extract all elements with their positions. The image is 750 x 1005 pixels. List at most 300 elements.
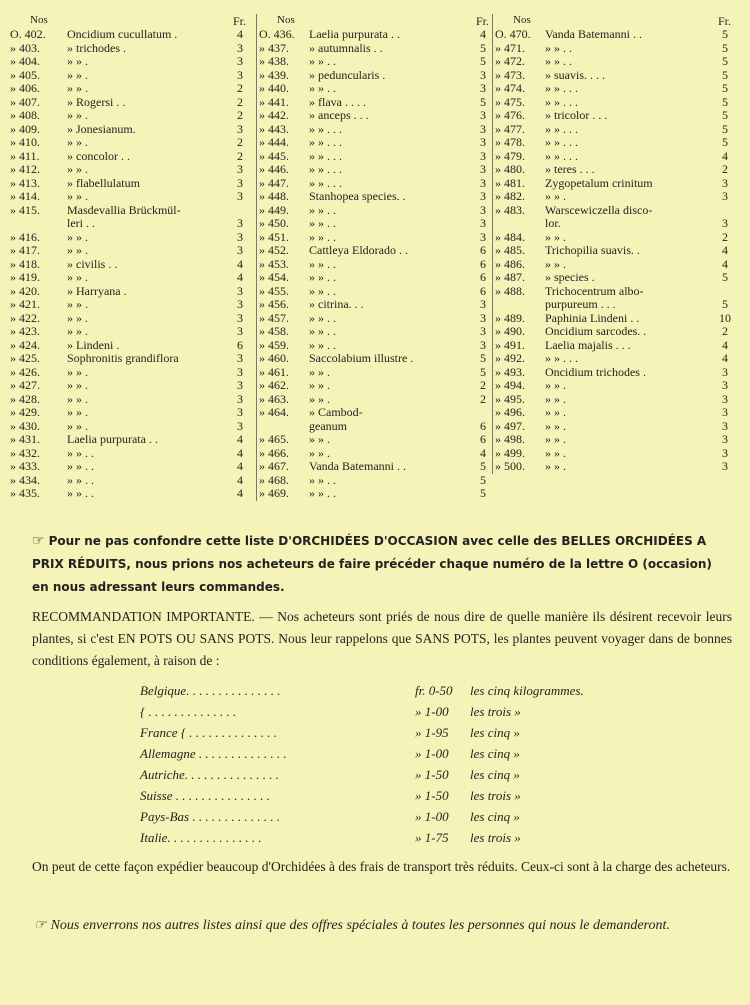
list-item [10,42,248,56]
item-number: » 473. [495,67,525,82]
item-number: » 447. [259,175,289,190]
item-price: 3 [237,216,243,230]
item-price: 5 [722,54,728,68]
footer-note [34,914,734,938]
item-price: 3 [237,351,243,365]
fr-header: Fr. [232,14,246,28]
list-item [257,487,491,501]
rate-country: France { . . . . . . . . . . . . . . [140,725,277,740]
item-price: 3 [722,216,728,230]
list-item [493,96,733,110]
list-item [257,339,491,353]
item-number: » 426. [10,364,40,379]
item-number: » 450. [259,216,289,230]
item-price: 6 [480,243,486,257]
item-number: » 497. [495,418,525,433]
item-number: » 419. [10,270,40,284]
item-name: » » . [309,379,330,392]
item-number: » 495. [495,391,525,406]
item-name: » trichodes . [67,41,126,55]
rate-price: fr. 0-50 [415,683,453,698]
item-name: » » . . [309,55,336,68]
item-name: » » . . [67,460,94,473]
list-item [10,339,248,353]
item-price: 6 [480,432,486,446]
list-item [493,406,733,420]
item-name: » » . [545,392,566,406]
item-price: 3 [722,189,728,203]
rows [493,28,733,474]
list-item [493,366,733,380]
item-price: 3 [237,40,243,55]
item-number: » 432. [10,445,40,460]
item-name: » » . . [67,487,94,500]
item-name: » peduncularis . [309,68,386,82]
item-price: 3 [237,418,243,433]
item-name: » » . . . [309,122,342,136]
list-item [493,352,733,366]
column-header [257,14,491,28]
item-name: » » . [67,392,88,406]
item-name: » » . [67,230,88,244]
item-number: » 460. [259,351,289,365]
list-item [257,271,491,285]
item-name: Paphinia Lindeni . . [545,311,640,325]
item-number: » 453. [259,256,289,271]
shipping-rates-table [140,680,640,848]
item-price: 4 [237,459,243,473]
item-number: » 481. [495,175,525,190]
item-number: » 486. [495,256,525,271]
list-item [257,244,491,258]
item-price: 3 [480,175,486,190]
item-name: » » . . [545,41,572,55]
list-item [493,123,733,137]
item-name: lor. [545,217,561,230]
list-item [257,406,491,420]
item-name: » » . [545,190,566,203]
list-item [493,433,733,447]
item-price: 3 [722,405,728,419]
rate-price: » 1-95 [415,725,449,740]
nos-header: Nos [513,14,531,26]
item-price: 3 [722,175,728,190]
list-item [493,393,733,407]
item-name: » » . . [309,473,336,487]
item-number: » 492. [495,351,525,365]
item-price: 5 [722,40,728,55]
item-name: » » . . . [545,136,578,149]
item-price: 6 [480,270,486,284]
item-name: » » . . [309,338,336,352]
list-item [493,271,733,285]
item-number: O. 436. [259,27,295,41]
rate-unit: les cinq » [470,725,520,740]
item-price: 2 [722,324,728,338]
item-price: 2 [237,108,243,122]
item-price: 3 [237,54,243,68]
list-item [493,163,733,177]
item-number: » 414. [10,189,40,203]
item-number: » 437. [259,40,289,55]
list-item [257,258,491,272]
item-name: » » . . [67,473,94,487]
item-number: » 488. [495,283,525,298]
item-price: 2 [480,391,486,406]
item-price: 3 [722,378,728,392]
list-item [493,177,733,191]
rate-row [140,785,640,806]
item-price: 3 [237,283,243,298]
list-item [493,69,733,83]
list-item [10,271,248,285]
pointing-hand-icon: ☞ [32,533,45,549]
item-name: Oncidium trichodes . [545,365,646,379]
item-name: » » . [67,298,88,311]
item-name: » » . [67,190,88,203]
rate-unit: les cinq kilogrammes. [470,683,584,698]
item-number: » 480. [495,162,525,176]
item-price: 4 [237,432,243,446]
rate-country: Italie. . . . . . . . . . . . . . . [140,830,262,845]
rate-country: Suisse . . . . . . . . . . . . . . . [140,788,270,803]
item-name: Trichocentrum albo- [545,284,644,298]
rate-unit: les trois » [470,704,521,719]
list-item [257,28,491,42]
item-price: 3 [722,432,728,446]
item-price: 3 [237,162,243,176]
item-name: » » . [309,365,330,379]
list-item [493,339,733,353]
item-price: 3 [480,81,486,95]
item-name: » » . . [309,257,336,271]
item-number: » 424. [10,337,40,352]
list-item [257,55,491,69]
item-name: » tricolor . . . [545,109,608,122]
item-name: » » . [545,406,566,419]
item-number: » 494. [495,378,525,392]
item-price: 2 [237,148,243,163]
item-price: 3 [237,324,243,338]
item-number: » 483. [495,202,525,217]
item-number: » 459. [259,337,289,352]
item-number: » 406. [10,81,40,95]
item-number: » 469. [259,486,289,500]
rate-unit: les trois » [470,788,521,803]
rate-unit: les cinq » [470,746,520,761]
list-item [257,136,491,150]
list-item [257,312,491,326]
item-price: 5 [480,472,486,487]
list-item [10,163,248,177]
item-name: Laelia purpurata . . [309,28,400,41]
item-number: O. 402. [10,27,46,41]
item-name: » » . . . [545,122,578,136]
list-item [10,123,248,137]
item-number: » 498. [495,432,525,446]
item-price: 3 [237,229,243,244]
item-name: Stanhopea species. . [309,190,406,203]
recommendation-paragraph: RECOMMANDATION IMPORTANTE. — Nos acheteurs sont priés de nous dire de quelle manière ils désirent recevoir leurs plantes, si c'est EN POTS OU SANS POTS. Nous leur rappelons que SANS POTS, les plantes peuvent voyager dans de bonnes conditions également, à raison de : [32,609,732,668]
item-price: 5 [480,351,486,365]
item-number: » 425. [10,351,40,365]
occasion-notice [32,530,732,599]
item-price: 3 [480,121,486,136]
item-number: » 410. [10,135,40,149]
item-number: » 462. [259,378,289,392]
item-price: 3 [480,324,486,338]
item-name: » » . [67,82,88,95]
list-item [10,217,248,231]
list-item [10,150,248,164]
rate-country: Belgique. . . . . . . . . . . . . . . [140,683,281,698]
item-price: 2 [237,135,243,149]
item-price: 3 [237,67,243,82]
list-item [10,474,248,488]
item-name: » » . [67,325,88,338]
item-name: » » . . [309,325,336,338]
list-item [10,82,248,96]
item-name: » » . . . [545,149,578,163]
item-name: » » . [309,433,330,446]
item-name: » concolor . . [67,149,130,163]
item-price: 4 [722,148,728,163]
item-number: » 404. [10,54,40,68]
item-price: 4 [722,351,728,365]
item-price: 3 [237,310,243,325]
list-item [257,298,491,312]
item-name: » » . [67,379,88,392]
rows [257,28,491,501]
item-number: » 433. [10,459,40,473]
list-item [10,231,248,245]
item-price: 4 [722,256,728,271]
item-name: » » . [67,109,88,122]
list-item [493,28,733,42]
item-price: 3 [480,135,486,149]
item-price: 5 [722,297,728,311]
list-item [493,204,733,218]
item-name: » » . [67,419,88,433]
item-name: » » . [309,446,330,460]
item-name: » » . . . [545,82,578,95]
item-name: geanum [309,419,347,433]
list-item [10,366,248,380]
item-price: 3 [722,445,728,460]
list-item [10,325,248,339]
item-price: 5 [722,27,728,41]
item-name: Zygopetalum crinitum [545,176,653,190]
list-item [493,285,733,299]
pointing-hand-icon: ☞ [34,918,47,933]
list-item [10,379,248,393]
item-number: » 493. [495,364,525,379]
nos-header: Nos [30,14,48,26]
item-number: » 444. [259,135,289,149]
item-price: 2 [722,229,728,244]
closing-paragraph: On peut de cette façon expédier beaucoup d'Orchidées à des frais de transport très réduits. Ceux-ci sont à la charge des acheteurs. [32,859,731,874]
list-item [257,366,491,380]
list-item [257,177,491,191]
item-name: » species . [545,271,595,284]
item-price: 3 [237,391,243,406]
item-name: Masdevallia Brückmül- [67,203,181,217]
item-number: » 440. [259,81,289,95]
list-item [493,244,733,258]
list-item [493,82,733,96]
item-price: 5 [722,121,728,136]
item-name: » » . [545,446,566,460]
list-item [10,177,248,191]
item-name: » » . [67,55,88,68]
footer-text: Nous enverrons nos autres listes ainsi que des offres spéciales à toutes les personnes qui nous le demanderont. [50,918,670,933]
item-number: » 411. [10,148,40,163]
item-number: » 428. [10,391,40,406]
item-number: » 455. [259,283,289,298]
rate-row [140,806,640,827]
rate-row [140,722,640,743]
item-price: 3 [722,418,728,433]
item-price: 4 [237,486,243,500]
item-name: » » . [545,257,566,271]
list-item [257,447,491,461]
item-number: » 421. [10,297,40,311]
item-name: » » . [545,460,566,473]
rows [10,28,248,501]
list-item [10,433,248,447]
item-price: 10 [719,310,731,325]
item-price: 2 [722,162,728,176]
item-price: 5 [722,67,728,82]
item-number: » 465. [259,432,289,446]
list-item [493,42,733,56]
item-price: 2 [480,378,486,392]
item-price: 3 [480,216,486,230]
price-list-column-2 [256,14,491,501]
list-item [493,217,733,231]
item-price: 4 [237,256,243,271]
item-name: Saccolabium illustre . [309,352,414,365]
item-number: » 484. [495,229,525,244]
item-name: Sophronitis grandiflora [67,352,179,365]
rate-unit: les cinq » [470,767,520,782]
rate-country: Allemagne . . . . . . . . . . . . . . [140,746,287,761]
list-item [10,258,248,272]
item-name: » » . [309,392,330,406]
item-number: » 434. [10,472,40,487]
item-name: Oncidium cucullatum . [67,28,178,41]
item-number: » 476. [495,108,525,122]
item-name: » » . . [309,203,336,217]
list-item [257,96,491,110]
item-number: » 487. [495,270,525,284]
item-price: 3 [480,202,486,217]
item-number: » 499. [495,445,525,460]
item-number: » 457. [259,310,289,325]
item-price: 4 [237,472,243,487]
item-name: » Rogersi . . [67,95,126,109]
rate-unit: les cinq » [470,809,520,824]
item-name: purpureum . . . [545,298,616,311]
list-item [10,244,248,258]
rate-price: » 1-50 [415,788,449,803]
item-price: 3 [722,364,728,379]
item-number: » 429. [10,405,40,419]
item-name: » » . . [309,82,336,95]
item-price: 3 [237,121,243,136]
item-price: 3 [237,405,243,419]
item-price: 6 [237,337,243,352]
item-price: 5 [480,40,486,55]
item-name: » » . . . [309,176,342,190]
item-number: » 413. [10,175,40,190]
item-name: » » . . [309,487,336,500]
item-price: 6 [480,256,486,271]
item-price: 3 [480,189,486,203]
item-number: » 490. [495,324,525,338]
list-item [10,312,248,326]
item-name: » » . [67,68,88,82]
fr-header: Fr. [717,14,731,28]
fr-header: Fr. [475,14,489,28]
item-price: 6 [480,283,486,298]
list-item [10,136,248,150]
item-price: 2 [237,81,243,95]
item-name: » » . . [309,230,336,244]
notice-text: Pour ne pas confondre cette liste D'ORCHIDÉES D'OCCASION avec celle des BELLES ORCHIDÉES A PRIX RÉDUITS, nous prions nos acheteurs de faire précéder chaque numéro de la lettre O (occasion) en nous adressant leurs commandes. [32,534,712,594]
item-number: » 417. [10,243,40,257]
list-item [10,298,248,312]
item-name: Trichopilia suavis. . [545,244,640,257]
column-header [10,14,248,28]
list-item [257,109,491,123]
rate-row [140,827,640,848]
rate-row [140,680,640,701]
item-price: 4 [237,445,243,460]
item-name: » anceps . . . [309,109,369,122]
item-name: » » . [67,365,88,379]
item-name: » » . . . [309,149,342,163]
item-number: » 456. [259,297,289,311]
item-price: 6 [480,418,486,433]
item-name: » » . [67,244,88,257]
list-item [10,190,248,204]
item-name: » Harryana . [67,284,127,298]
item-number: » 463. [259,391,289,406]
item-price: 5 [480,364,486,379]
list-item [257,474,491,488]
rate-country: Autriche. . . . . . . . . . . . . . . [140,767,280,782]
list-item [257,325,491,339]
list-item [493,379,733,393]
item-price: 5 [480,94,486,109]
item-price: 5 [722,270,728,284]
item-price: 3 [722,459,728,473]
item-number: » 458. [259,324,289,338]
item-name: » » . [67,271,88,284]
list-item [10,447,248,461]
item-number: » 466. [259,445,289,460]
item-number: » 475. [495,94,525,109]
list-item [10,28,248,42]
item-number: » 464. [259,405,289,419]
item-price: 3 [237,189,243,203]
item-name: » » . . . [545,352,578,365]
list-item [257,379,491,393]
list-item [257,217,491,231]
list-item [257,285,491,299]
item-name: Laelia purpurata . . [67,433,158,446]
